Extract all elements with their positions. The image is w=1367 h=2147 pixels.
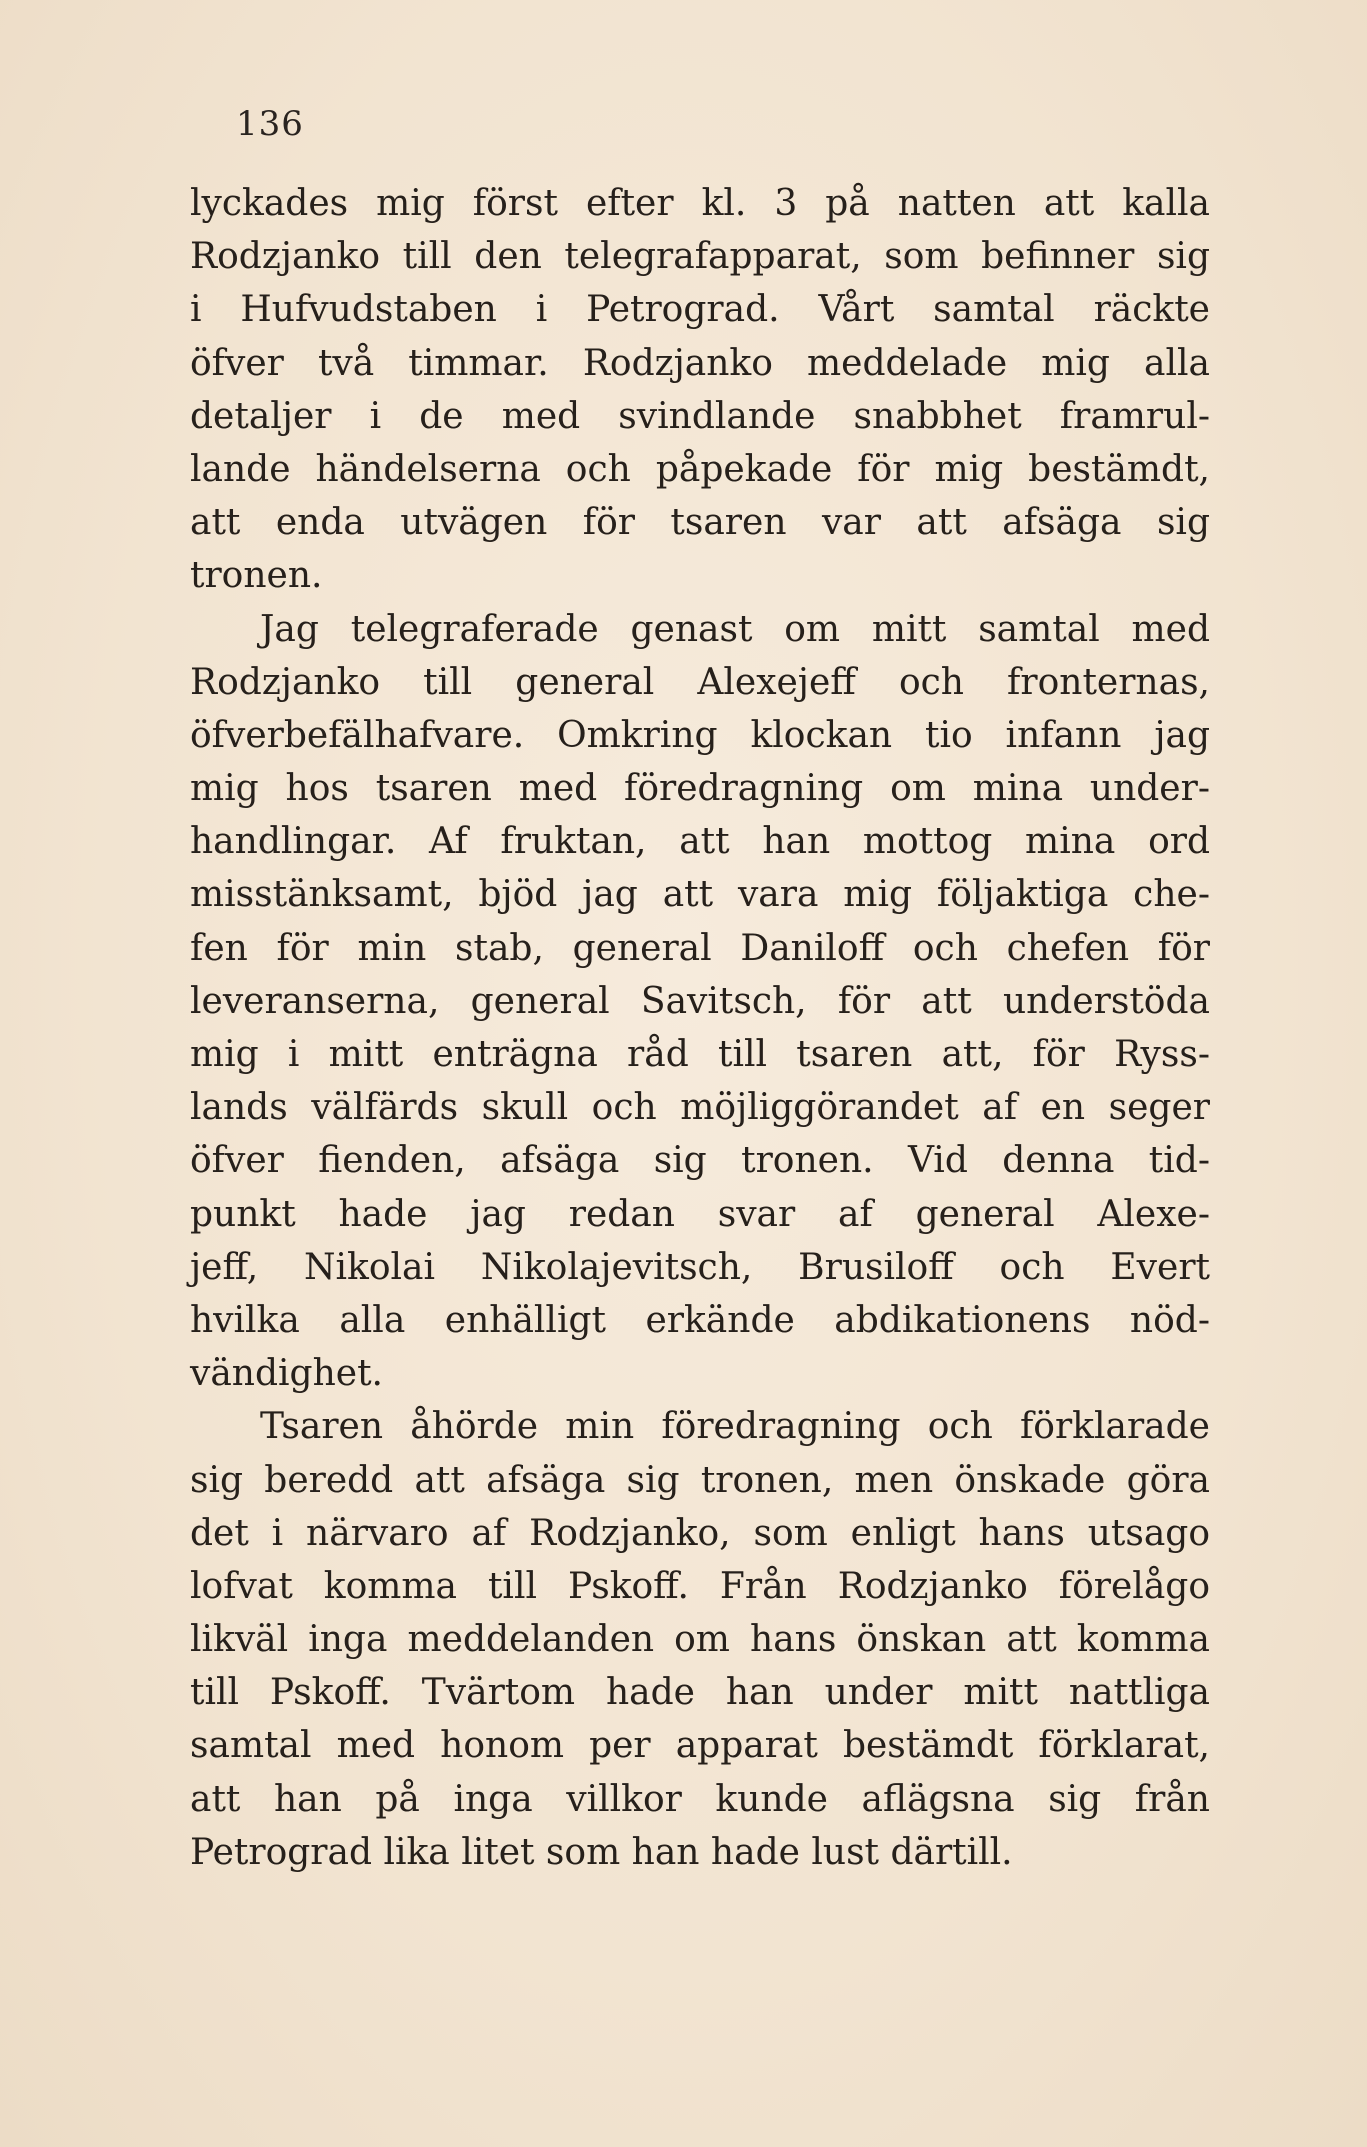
text-line: misstänksamt, bjöd jag att vara mig följaktiga che-	[190, 874, 1210, 916]
text-line: likväl inga meddelanden om hans önskan att komma	[190, 1619, 1210, 1661]
text-line: Tsaren åhörde min föredragning och förklarade	[260, 1406, 1210, 1448]
text-line: sig beredd att afsäga sig tronen, men önskade göra	[190, 1459, 1210, 1501]
text-line: Rodzjanko till den telegrafapparat, som befinner sig	[190, 236, 1210, 278]
text-line: mig hos tsaren med föredragning om mina under-	[190, 768, 1210, 810]
text-line: lofvat komma till Pskoff. Från Rodzjanko förelågo	[190, 1565, 1210, 1607]
text-line: till Pskoff. Tvärtom hade han under mitt nattliga	[190, 1672, 1210, 1714]
text-line: punkt hade jag redan svar af general Alexe-	[190, 1193, 1210, 1235]
text-line: öfver två timmar. Rodzjanko meddelade mig alla	[190, 342, 1210, 384]
text-line: vändighet.	[190, 1353, 383, 1395]
text-line: jeff, Nikolai Nikolajevitsch, Brusiloff och Evert	[190, 1246, 1210, 1288]
text-line: leveranserna, general Savitsch, för att understöda	[190, 980, 1210, 1022]
text-line: i Hufvudstaben i Petrograd. Vårt samtal räckte	[190, 289, 1210, 331]
text-line: fen för min stab, general Daniloff och chefen för	[190, 927, 1210, 969]
text-line: samtal med honom per apparat bestämdt förklarat,	[190, 1725, 1210, 1767]
text-line: Petrograd lika litet som han hade lust därtill.	[190, 1831, 1013, 1873]
text-line: Rodzjanko till general Alexejeff och fronternas,	[190, 661, 1210, 703]
text-line: Jag telegraferade genast om mitt samtal med	[260, 608, 1210, 650]
body-text	[190, 177, 1210, 1879]
text-line: hvilka alla enhälligt erkände abdikationens nöd-	[190, 1299, 1210, 1341]
text-line: tronen.	[190, 555, 323, 597]
text-line: lands välfärds skull och möjliggörandet af en seger	[190, 1087, 1210, 1129]
text-line: att han på inga villkor kunde aflägsna sig från	[190, 1778, 1210, 1820]
text-line: lyckades mig först efter kl. 3 på natten att kalla	[190, 183, 1210, 224]
text-line: detaljer i de med svindlande snabbhet framrul-	[190, 395, 1210, 437]
text-line: det i närvaro af Rodzjanko, som enligt hans utsago	[190, 1512, 1210, 1554]
text-line: lande händelserna och påpekade för mig bestämdt,	[190, 448, 1210, 490]
page-number: 136	[236, 104, 304, 144]
text-line: mig i mitt enträgna råd till tsaren att, för Ryss-	[190, 1034, 1210, 1075]
text-line: öfver fienden, afsäga sig tronen. Vid denna tid-	[190, 1140, 1210, 1182]
text-line: öfverbefälhafvare. Omkring klockan tio infann jag	[190, 714, 1210, 756]
text-line: handlingar. Af fruktan, att han mottog mina ord	[190, 821, 1210, 863]
text-line: att enda utvägen för tsaren var att afsäga sig	[190, 502, 1210, 544]
